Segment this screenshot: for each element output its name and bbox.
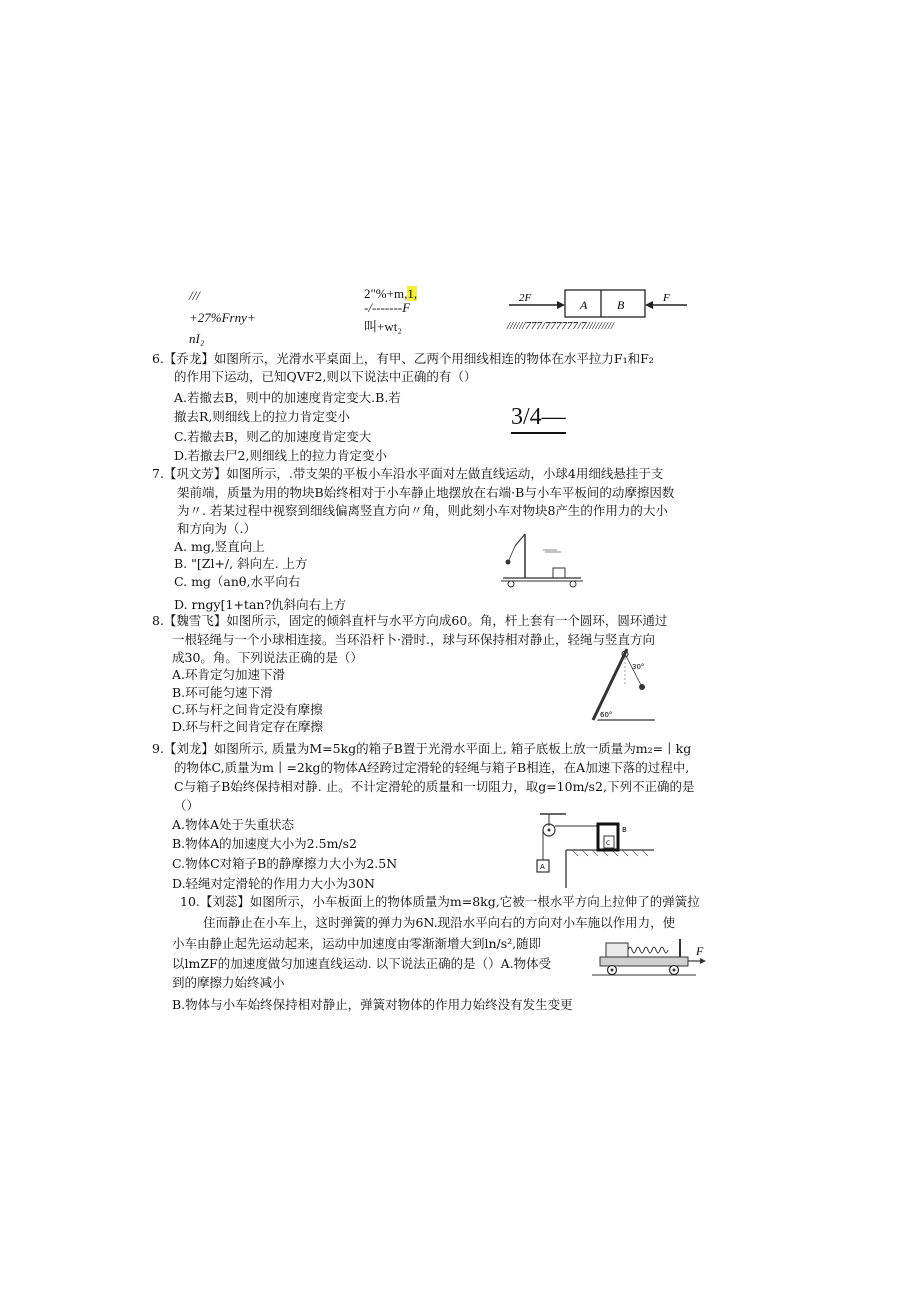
q7-line4: 和方向为（.） <box>177 521 256 536</box>
q8-option-b: B.环可能匀速下滑 <box>172 685 273 700</box>
q7-option-b: B. "[Zl+/, 斜向左. 上方 <box>174 556 308 571</box>
q9-line4: （） <box>174 798 200 813</box>
q8-line3: 成30。角。下列说法正确的是（） <box>172 650 363 665</box>
q9-line1: 9.【刘龙】如图所示, 质量为M=5kg的箱子B置于光滑水平面上, 箱子底板上放一质量为m₂=丨kg <box>152 741 692 756</box>
label-force-f: F <box>696 944 704 958</box>
q10-line1: 10.【刘蕊】如图所示，小车板面上的物体质量为m=8kg,它被一根水平方向上拉伸了的弹簧拉 <box>180 894 700 909</box>
q9-option-a: A.物体A处于失重状态 <box>172 817 295 832</box>
q10-line4: 以lmZF的加速度做匀加速直线运动. 以下说法正确的是（）A.物体受 <box>172 956 552 971</box>
angle-30-label: 30° <box>632 663 645 671</box>
pulley-box-diagram <box>532 812 662 888</box>
label-a: A <box>540 863 545 871</box>
q6-line2: 的作用下运动，已知QVF2,则以下说法中正确的有（） <box>174 369 477 384</box>
cart-pendulum-diagram <box>495 530 600 588</box>
q8-option-c: C.环与杆之间肯定没有摩擦 <box>172 702 323 717</box>
q9-option-b: B.物体A的加速度大小为2.5m∕s2 <box>172 836 357 851</box>
q10-line5: 到的摩擦力始终减小 <box>172 975 285 990</box>
q6-garbled-figure: 3/4— <box>511 402 566 434</box>
q9-option-d: D.轻绳对定滑轮的作用力大小为30N <box>172 876 375 891</box>
q9-option-c: C.物体C对箱子B的静摩擦力大小为2.5N <box>172 856 398 871</box>
q6-option-a-cont: 撤去R,则细线上的拉力肯定变小 <box>174 409 350 424</box>
q7-option-a: A. mg,竖直向上 <box>174 539 265 554</box>
q7-line2: 架前端，质量为用的物块B始终相对于小车静止地摆放在右端·B与小车平板间的动摩擦因数 <box>177 485 675 500</box>
label-c: C <box>606 840 611 847</box>
fragment-a3: nI₂ <box>189 331 205 346</box>
fragment-a1: /// <box>189 288 200 303</box>
fragment-b2: -/-------F <box>364 300 411 315</box>
q8-option-d: D.环与杆之间肯定存在摩擦 <box>172 719 324 734</box>
q6-option-a: A.若撤去B，则中的加速度肯定变大.B.若 <box>174 390 401 405</box>
fragment-a2: +27%Frny+ <box>189 310 256 325</box>
blocks-force-diagram <box>505 284 700 332</box>
q8-option-a: A.环肯定匀加速下滑 <box>172 667 286 682</box>
q6-option-c: C.若撤去B，则乙的加速度肯定变大 <box>174 429 372 444</box>
label-f: F <box>663 292 670 304</box>
fragment-highlight: 1, <box>407 286 418 301</box>
ground-hatching: //////777/777777/7///////// <box>507 320 614 332</box>
q7-option-c: C. mg（anθ,水平向右 <box>174 574 301 589</box>
q10-line2: 住而静止在小车上，这时弹簧的弹力为6N.现沿水平向右的方向对小车施以作用力，使 <box>203 915 676 930</box>
q6-line1: 6.【乔龙】如图所示，光滑水平桌面上，有甲、乙两个用细线相连的物体在水平拉力F₁和F₂ <box>152 351 654 366</box>
q8-line1: 8.【魏雪飞】如图所示，固定的倾斜直杆与水平方向成60。角，杆上套有一个圆环，圆环通过 <box>152 613 668 628</box>
q10-line3: 小车由静止起先运动起来，运动中加速度由零渐渐增大到ln∕s²,随即 <box>172 936 542 951</box>
q10-line6: B.物体与小车始终保持相对静止，弹簧对物体的作用力始终没有发生变更 <box>172 997 573 1012</box>
q7-line3: 为〃. 若某过程中视察到细线偏离竖直方向〃角，则此刻小车对物块8产生的作用力的大小 <box>177 503 668 518</box>
cart-spring-diagram <box>592 935 712 981</box>
label-b: B <box>622 826 627 834</box>
angle-60-label: 60° <box>600 711 613 719</box>
label-block-a: A <box>580 298 588 312</box>
q9-line2: 的物体C,质量为m丨=2kg的物体A经跨过定滑轮的轻绳与箱子B相连，在A加速下落的过程中, <box>174 760 690 775</box>
q9-line3: C与箱子B始终保持相对静. 止。不计定滑轮的质量和一切阻力，取g=10m∕s2,下列不正确的是 <box>174 779 695 794</box>
fragment-b3: 叫+wt₂ <box>364 319 402 334</box>
q8-line2: 一根轻绳与一个小球相连接。当环沿杆卜·滑时.，球与环保持相对静止，轻绳与竖直方向 <box>172 632 655 647</box>
label-2f: 2F <box>519 292 532 304</box>
inclined-rod-diagram <box>585 645 665 725</box>
label-block-b: B <box>617 298 625 312</box>
q6-option-d: D.若撤去尸2,则细线上的拉力肯定变小 <box>174 448 387 463</box>
fragment-b1-text: 2"%+m, <box>364 286 408 301</box>
q7-option-d: D. rngy[1+tan?仇斜向右上方 <box>174 597 347 612</box>
q7-line1: 7.【巩文芳】如图所示，.带支架的平板小车沿水平面对左做直线运动，小球4用细线悬挂于支 <box>152 466 664 481</box>
